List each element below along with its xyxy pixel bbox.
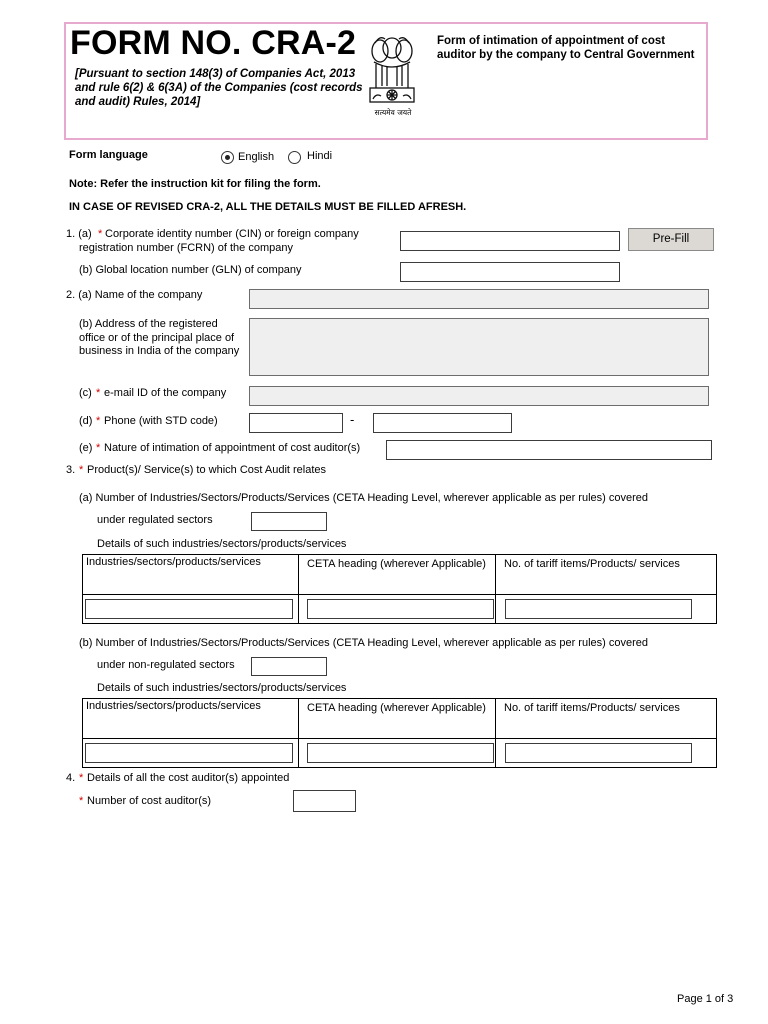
- cin-prefix: 1. (a): [66, 228, 92, 240]
- required-marker: *: [79, 772, 84, 784]
- language-hindi-label: Hindi: [307, 150, 333, 162]
- form-description: Form of intimation of appointment of cost auditor by the company to Central Government: [437, 35, 695, 61]
- table-header-tariff: No. of tariff items/Products/ services: [496, 699, 717, 739]
- table-header-industries: Industries/sectors/products/services: [83, 555, 299, 595]
- phone-separator: -: [350, 412, 355, 427]
- form-title: FORM NO. CRA-2: [70, 24, 357, 62]
- company-name-input[interactable]: [249, 289, 709, 309]
- table-header-ceta: CETA heading (wherever Applicable): [299, 699, 496, 739]
- cost-auditor-count-label: Number of cost auditor(s): [87, 795, 212, 807]
- table-header-industries: Industries/sectors/products/services: [83, 699, 299, 739]
- regulated-tariff-input[interactable]: [505, 599, 692, 619]
- section3-prefix: 3.: [66, 464, 76, 476]
- non-regulated-count-label: (b) Number of Industries/Sectors/Products/Services (CETA Heading Level, wherever applicable as per rules) covered: [79, 637, 648, 649]
- section3-label: Product(s)/ Service(s) to which Cost Audit relates: [87, 464, 327, 476]
- required-marker: *: [79, 464, 84, 476]
- required-marker: *: [96, 415, 101, 427]
- address-input[interactable]: [249, 318, 709, 376]
- email-input[interactable]: [249, 386, 709, 406]
- required-marker: *: [96, 442, 101, 454]
- address-label: (b) Address of the registered office or of the principal place of business in India of the company: [79, 318, 240, 357]
- email-label: e-mail ID of the company: [104, 387, 227, 399]
- form-language-label: Form language: [69, 149, 148, 161]
- table-header-ceta: CETA heading (wherever Applicable): [299, 555, 496, 595]
- table-header-row: [83, 555, 717, 595]
- email-prefix: (c): [79, 387, 92, 399]
- phone-prefix: (d): [79, 415, 93, 427]
- pursuant-text: [Pursuant to section 148(3) of Companies Act, 2013 and rule 6(2) & 6(3A) of the Companies (cost records and audit) Rules, 2014]: [75, 68, 363, 108]
- prefill-button[interactable]: Pre-Fill: [628, 228, 714, 251]
- non-regulated-sublabel: under non-regulated sectors: [97, 659, 235, 671]
- required-marker: *: [98, 228, 103, 240]
- language-hindi-radio[interactable]: [288, 151, 301, 164]
- table-header-tariff: No. of tariff items/Products/ services: [496, 555, 717, 595]
- intimation-input[interactable]: [386, 440, 712, 460]
- non-regulated-details-label: Details of such industries/sectors/products/services: [97, 682, 347, 694]
- cost-auditor-count-input[interactable]: [293, 790, 356, 812]
- table-row: [83, 595, 717, 624]
- required-marker: *: [79, 795, 84, 807]
- regulated-ceta-input[interactable]: [307, 599, 494, 619]
- regulated-industries-input[interactable]: [85, 599, 293, 619]
- gln-label: (b) Global location number (GLN) of company: [79, 264, 302, 276]
- language-english-radio[interactable]: [221, 151, 234, 164]
- regulated-details-table: [82, 554, 717, 624]
- regulated-count-input[interactable]: [251, 512, 327, 531]
- national-emblem: [364, 26, 420, 122]
- non-regulated-industries-input[interactable]: [85, 743, 293, 763]
- intimation-label: Nature of intimation of appointment of cost auditor(s): [104, 442, 361, 454]
- table-header-row: [83, 699, 717, 739]
- table-row: [83, 739, 717, 768]
- regulated-count-label: (a) Number of Industries/Sectors/Products/Services (CETA Heading Level, wherever applicable as per rules) covered: [79, 492, 648, 504]
- phone-std-input[interactable]: [249, 413, 343, 433]
- required-marker: *: [96, 387, 101, 399]
- non-regulated-details-table: [82, 698, 717, 768]
- gln-input[interactable]: [400, 262, 620, 282]
- section4-prefix: 4.: [66, 772, 76, 784]
- instruction-note: Note: Refer the instruction kit for filing the form.: [69, 178, 321, 190]
- cin-input[interactable]: [400, 231, 620, 251]
- language-english-label: English: [238, 151, 275, 163]
- section4-label: Details of all the cost auditor(s) appointed: [87, 772, 290, 784]
- non-regulated-count-input[interactable]: [251, 657, 327, 676]
- cin-label: Corporate identity number (CIN) or foreign company registration number (FCRN) of the company: [79, 228, 359, 254]
- regulated-details-label: Details of such industries/sectors/products/services: [97, 538, 347, 550]
- phone-number-input[interactable]: [373, 413, 512, 433]
- non-regulated-ceta-input[interactable]: [307, 743, 494, 763]
- emblem-caption: सत्यमेव जयते: [374, 108, 412, 117]
- intimation-prefix: (e): [79, 442, 93, 454]
- non-regulated-tariff-input[interactable]: [505, 743, 692, 763]
- company-name-label: 2. (a) Name of the company: [66, 289, 203, 301]
- phone-label: Phone (with STD code): [104, 415, 218, 427]
- revised-note: IN CASE OF REVISED CRA-2, ALL THE DETAILS MUST BE FILLED AFRESH.: [69, 201, 467, 213]
- page-number: Page 1 of 3: [677, 993, 734, 1005]
- regulated-sublabel: under regulated sectors: [97, 514, 213, 526]
